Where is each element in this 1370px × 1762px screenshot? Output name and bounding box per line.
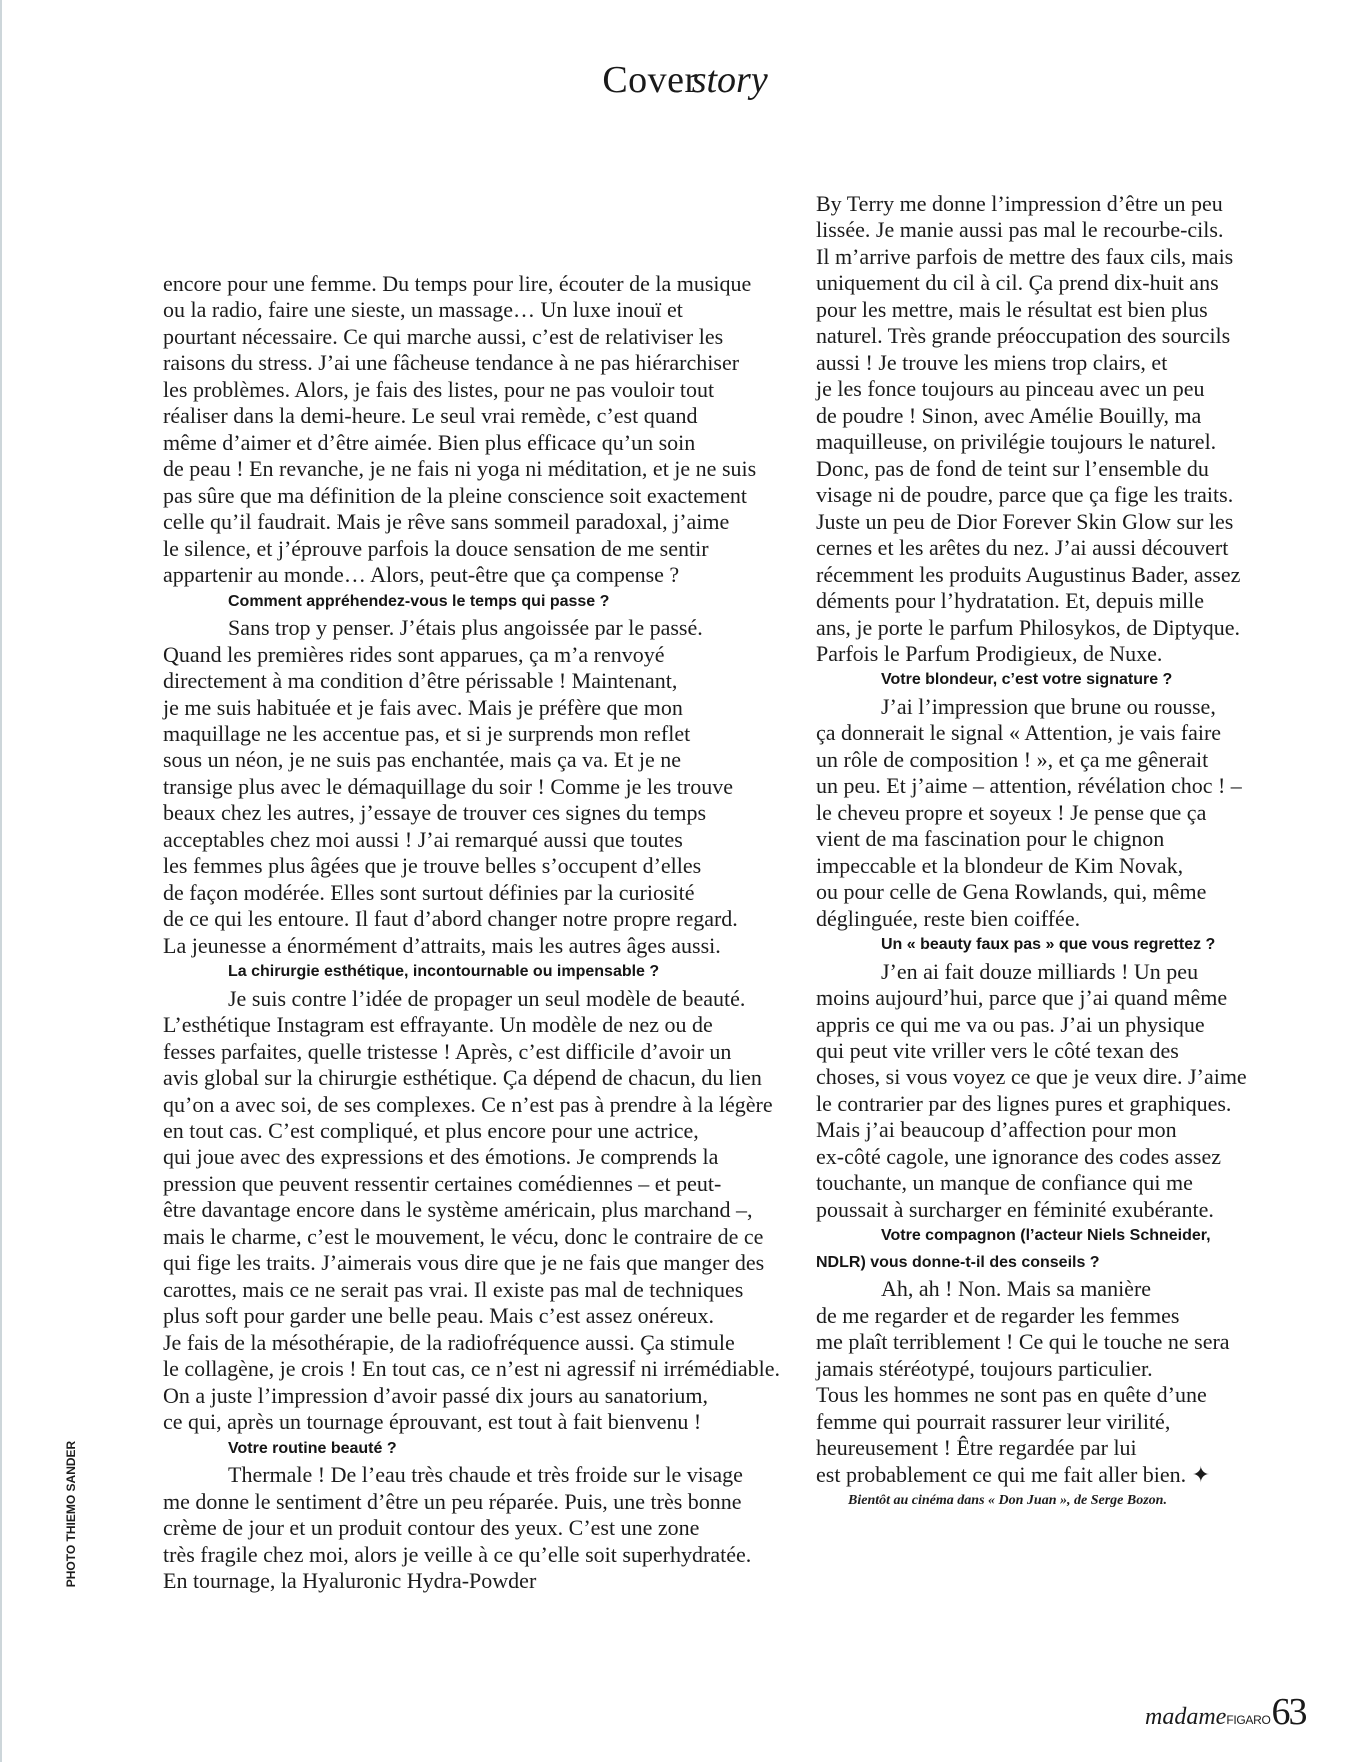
answer-line: En tournage, la Hyaluronic Hydra-Powder xyxy=(163,1567,537,1593)
article-line: Il m’arrive parfois de mettre des faux cils, mais xyxy=(816,243,1234,269)
article-line: aussi ! Je trouve les miens trop clairs, et xyxy=(816,349,1168,375)
article-line: récemment les produits Augustinus Bader, assez xyxy=(816,561,1241,587)
answer-line: ça donnerait le signal « Attention, je vais faire xyxy=(816,720,1222,746)
answer-line: est probablement ce qui me fait aller bien. ✦ xyxy=(816,1461,1211,1487)
answer-line: femme qui pourrait rassurer leur virilité, xyxy=(816,1408,1171,1434)
magazine-footer xyxy=(1145,1690,1306,1734)
answer-line: vient de ma fascination pour le chignon xyxy=(816,826,1165,852)
answer-line: je me suis habituée et je fais avec. Mais je préfère que mon xyxy=(163,694,683,720)
answer-line: poussait à surcharger en féminité exubérante. xyxy=(816,1196,1214,1222)
article-line: réaliser dans la demi-heure. Le seul vrai remède, c’est quand xyxy=(163,403,698,429)
answer-line: qui joue avec des expressions et des émotions. Je comprends la xyxy=(163,1144,719,1170)
answer-line: Sans trop y penser. J’étais plus angoissée par le passé. xyxy=(228,615,703,641)
answer-line: Thermale ! De l’eau très chaude et très froide sur le visage xyxy=(228,1462,743,1488)
article-column-right xyxy=(816,191,1246,1514)
article-line: raisons du stress. J’ai une fâcheuse tendance à ne pas hiérarchiser xyxy=(163,350,740,376)
answer-line: carottes, mais ce ne serait pas vrai. Il existe pas mal de techniques xyxy=(163,1276,744,1302)
qa-block xyxy=(816,932,1246,1223)
qa-block xyxy=(816,667,1246,932)
answer-line: L’esthétique Instagram est effrayante. Un modèle de nez ou de xyxy=(163,1012,713,1038)
article-line: cernes et les arêtes du nez. J’ai aussi découvert xyxy=(816,535,1229,561)
answer-line: de ce qui les entoure. Il faut d’abord changer notre propre regard. xyxy=(163,906,738,932)
answer-line: transige plus avec le démaquillage du soir ! Comme je les trouve xyxy=(163,773,734,799)
answer-line: Je suis contre l’idée de propager un seul modèle de beauté. xyxy=(228,985,746,1011)
qa-block xyxy=(163,589,763,960)
answer-line: fesses parfaites, quelle tristesse ! Après, c’est difficile d’avoir un xyxy=(163,1038,732,1064)
answer-line: me plaît terriblement ! Ce qui le touche ne sera xyxy=(816,1329,1230,1355)
answer-line: Tous les hommes ne sont pas en quête d’une xyxy=(816,1382,1207,1408)
answer-line: le collagène, je crois ! En tout cas, ce n’est ni agressif ni irrémédiable. xyxy=(163,1356,780,1382)
answer-line: J’en ai fait douze milliards ! Un peu xyxy=(881,958,1199,984)
answer-line: heureusement ! Être regardée par lui xyxy=(816,1435,1137,1461)
answer-line: On a juste l’impression d’avoir passé dix jours au sanatorium, xyxy=(163,1382,709,1408)
article-line: ans, je porte le parfum Philosykos, de Diptyque. xyxy=(816,614,1241,640)
answer-line: choses, si vous voyez ce que je veux dire. J’aime xyxy=(816,1064,1247,1090)
article-line: de poudre ! Sinon, avec Amélie Bouilly, ma xyxy=(816,402,1202,428)
film-caption: Bientôt au cinéma dans « Don Juan », de Serge Bozon. xyxy=(848,1492,1167,1508)
brand-madame: madame xyxy=(1145,1704,1227,1730)
answer-line: plus soft pour garder une belle peau. Mais c’est assez onéreux. xyxy=(163,1303,715,1329)
header-title-italic: story xyxy=(691,59,768,101)
interview-question: Un « beauty faux pas » que vous regrettez ? xyxy=(881,936,1216,954)
answer-line: acceptables chez moi aussi ! J’ai remarqué aussi que toutes xyxy=(163,826,683,852)
answer-line: touchante, un manque de confiance qui me xyxy=(816,1170,1193,1196)
continued-answer xyxy=(816,191,1246,667)
article-line: By Terry me donne l’impression d’être un peu xyxy=(816,191,1223,216)
answer-line: qui fige les traits. J’aimerais vous dire que je ne fais que manger des xyxy=(163,1250,765,1276)
answer-line: maquillage ne les accentue pas, et si je surprends mon reflet xyxy=(163,720,691,746)
answer-line: La jeunesse a énormément d’attraits, mais les autres âges aussi. xyxy=(163,932,721,958)
answer-line: Je fais de la mésothérapie, de la radiofréquence aussi. Ça stimule xyxy=(163,1329,735,1355)
article-line: déments pour l’hydratation. Et, depuis mille xyxy=(816,588,1204,614)
interview-question: La chirurgie esthétique, incontournable ou impensable ? xyxy=(228,963,660,981)
brand-figaro: FIGARO xyxy=(1226,1713,1271,1727)
answer-line: ou pour celle de Gena Rowlands, qui, même xyxy=(816,879,1207,905)
answer-line: me donne le sentiment d’être un peu réparée. Puis, une très bonne xyxy=(163,1488,742,1514)
interview-question: Votre compagnon (l’acteur Niels Schneider, xyxy=(881,1227,1211,1245)
answer-line: de me regarder et de regarder les femmes xyxy=(816,1302,1180,1328)
qa-block xyxy=(163,1436,763,1595)
article-line: encore pour une femme. Du temps pour lire, écouter de la musique xyxy=(163,271,752,296)
answer-line: le cheveu propre et soyeux ! Je pense que ça xyxy=(816,799,1207,825)
photo-credit: PHOTO THIEMO SANDER xyxy=(64,1440,78,1588)
page-number: 63 xyxy=(1271,1691,1306,1733)
answer-line: appris ce qui me va ou pas. J’ai un physique xyxy=(816,1011,1205,1037)
article-line: Parfois le Parfum Prodigieux, de Nuxe. xyxy=(816,640,1163,666)
article-line: uniquement du cil à cil. Ça prend dix-huit ans xyxy=(816,270,1219,296)
answer-line: qui peut vite vriller vers le côté texan des xyxy=(816,1038,1179,1063)
answer-line: pression que peuvent ressentir certaines comédiennes – et peut- xyxy=(163,1170,722,1196)
article-line: même d’aimer et d’être aimée. Bien plus efficace qu’un soin xyxy=(163,429,696,455)
answer-line: crème de jour et un produit contour des yeux. C’est une zone xyxy=(163,1515,700,1541)
article-line: maquilleuse, on privilégie toujours le naturel. xyxy=(816,429,1217,455)
answer-line: les femmes plus âgées que je trouve belles s’occupent d’elles xyxy=(163,853,702,879)
article-line: je les fonce toujours au pinceau avec un peu xyxy=(816,376,1205,402)
answer-line: un peu. Et j’aime – attention, révélation choc ! – xyxy=(816,773,1242,799)
qa-block xyxy=(816,1223,1246,1488)
header-title-roman: Cover xyxy=(602,59,698,101)
answer-line: être davantage encore dans le système américain, plus marchand –, xyxy=(163,1197,753,1223)
answer-line: ce qui, après un tournage éprouvant, est tout à fait bienvenu ! xyxy=(163,1409,702,1435)
interview-question: NDLR) vous donne-t-il des conseils ? xyxy=(816,1253,1100,1271)
article-line: pourtant nécessaire. Ce qui marche aussi, c’est de relativiser les xyxy=(163,323,724,349)
article-line: Donc, pas de fond de teint sur l’ensemble du xyxy=(816,455,1209,481)
article-line: pas sûre que ma définition de la pleine conscience soit exactement xyxy=(163,482,747,508)
interview-question: Comment appréhendez-vous le temps qui passe ? xyxy=(228,592,610,610)
answer-line: J’ai l’impression que brune ou rousse, xyxy=(881,693,1216,719)
qa-block xyxy=(163,959,780,1435)
section-header xyxy=(0,58,1370,110)
answer-line: de façon modérée. Elles sont surtout définies par la curiosité xyxy=(163,879,695,905)
article-line: de peau ! En revanche, je ne fais ni yoga ni méditation, et je ne suis xyxy=(163,456,757,482)
answer-line: moins aujourd’hui, parce que j’ai quand même xyxy=(816,985,1228,1011)
answer-line: sous un néon, je ne suis pas enchantée, mais ça va. Et je ne xyxy=(163,747,682,773)
answer-line: Ah, ah ! Non. Mais sa manière xyxy=(881,1276,1152,1302)
article-line: lissée. Je manie aussi pas mal le recourbe-cils. xyxy=(816,217,1224,243)
answer-line: ex-côté cagole, une ignorance des codes assez xyxy=(816,1143,1221,1169)
answer-line: directement à ma condition d’être périssable ! Maintenant, xyxy=(163,668,678,694)
article-line: appartenir au monde… Alors, peut-être que ça compense ? xyxy=(163,562,680,588)
answer-line: beaux chez les autres, j’essaye de trouver ces signes du temps xyxy=(163,800,707,826)
answer-line: déglinguée, reste bien coiffée. xyxy=(816,905,1081,931)
article-column-left xyxy=(163,271,780,1594)
answer-line: impeccable et la blondeur de Kim Novak, xyxy=(816,852,1184,878)
article-line: les problèmes. Alors, je fais des listes, pour ne pas vouloir tout xyxy=(163,376,715,402)
answer-line: un rôle de composition ! », et ça me gênerait xyxy=(816,746,1209,772)
answer-line: mais le charme, c’est le mouvement, le vécu, donc le contraire de ce xyxy=(163,1223,764,1249)
article-line: celle qu’il faudrait. Mais je rêve sans sommeil paradoxal, j’aime xyxy=(163,509,730,535)
answer-line: très fragile chez moi, alors je veille à ce qu’elle soit superhydratée. xyxy=(163,1541,752,1567)
answer-line: jamais stéréotypé, toujours particulier. xyxy=(816,1355,1153,1381)
article-line: ou la radio, faire une sieste, un massage… Un luxe inouï et xyxy=(163,297,683,323)
answer-line: Quand les premières rides sont apparues, ça m’a renvoyé xyxy=(163,641,665,667)
article-line: le silence, et j’éprouve parfois la douce sensation de me sentir xyxy=(163,535,709,561)
article-line: pour les mettre, mais le résultat est bien plus xyxy=(816,296,1208,322)
answer-line: le contrarier par des lignes pures et graphiques. xyxy=(816,1090,1232,1116)
continued-answer xyxy=(163,271,763,589)
article-line: naturel. Très grande préoccupation des sourcils xyxy=(816,323,1231,349)
article-line: visage ni de poudre, parce que ça fige les traits. xyxy=(816,482,1234,508)
article-line: Juste un peu de Dior Forever Skin Glow sur les xyxy=(816,508,1234,534)
answer-line: Mais j’ai beaucoup d’affection pour mon xyxy=(816,1117,1177,1143)
answer-line: qu’on a avec soi, de ses complexes. Ce n’est pas à prendre à la légère xyxy=(163,1091,773,1117)
answer-line: avis global sur la chirurgie esthétique. Ça dépend de chacun, du lien xyxy=(163,1065,762,1091)
answer-line: en tout cas. C’est compliqué, et plus encore pour une actrice, xyxy=(163,1118,699,1143)
interview-question: Votre routine beauté ? xyxy=(228,1439,397,1457)
interview-question: Votre blondeur, c’est votre signature ? xyxy=(881,671,1173,689)
page-edge-line xyxy=(0,0,2,1762)
